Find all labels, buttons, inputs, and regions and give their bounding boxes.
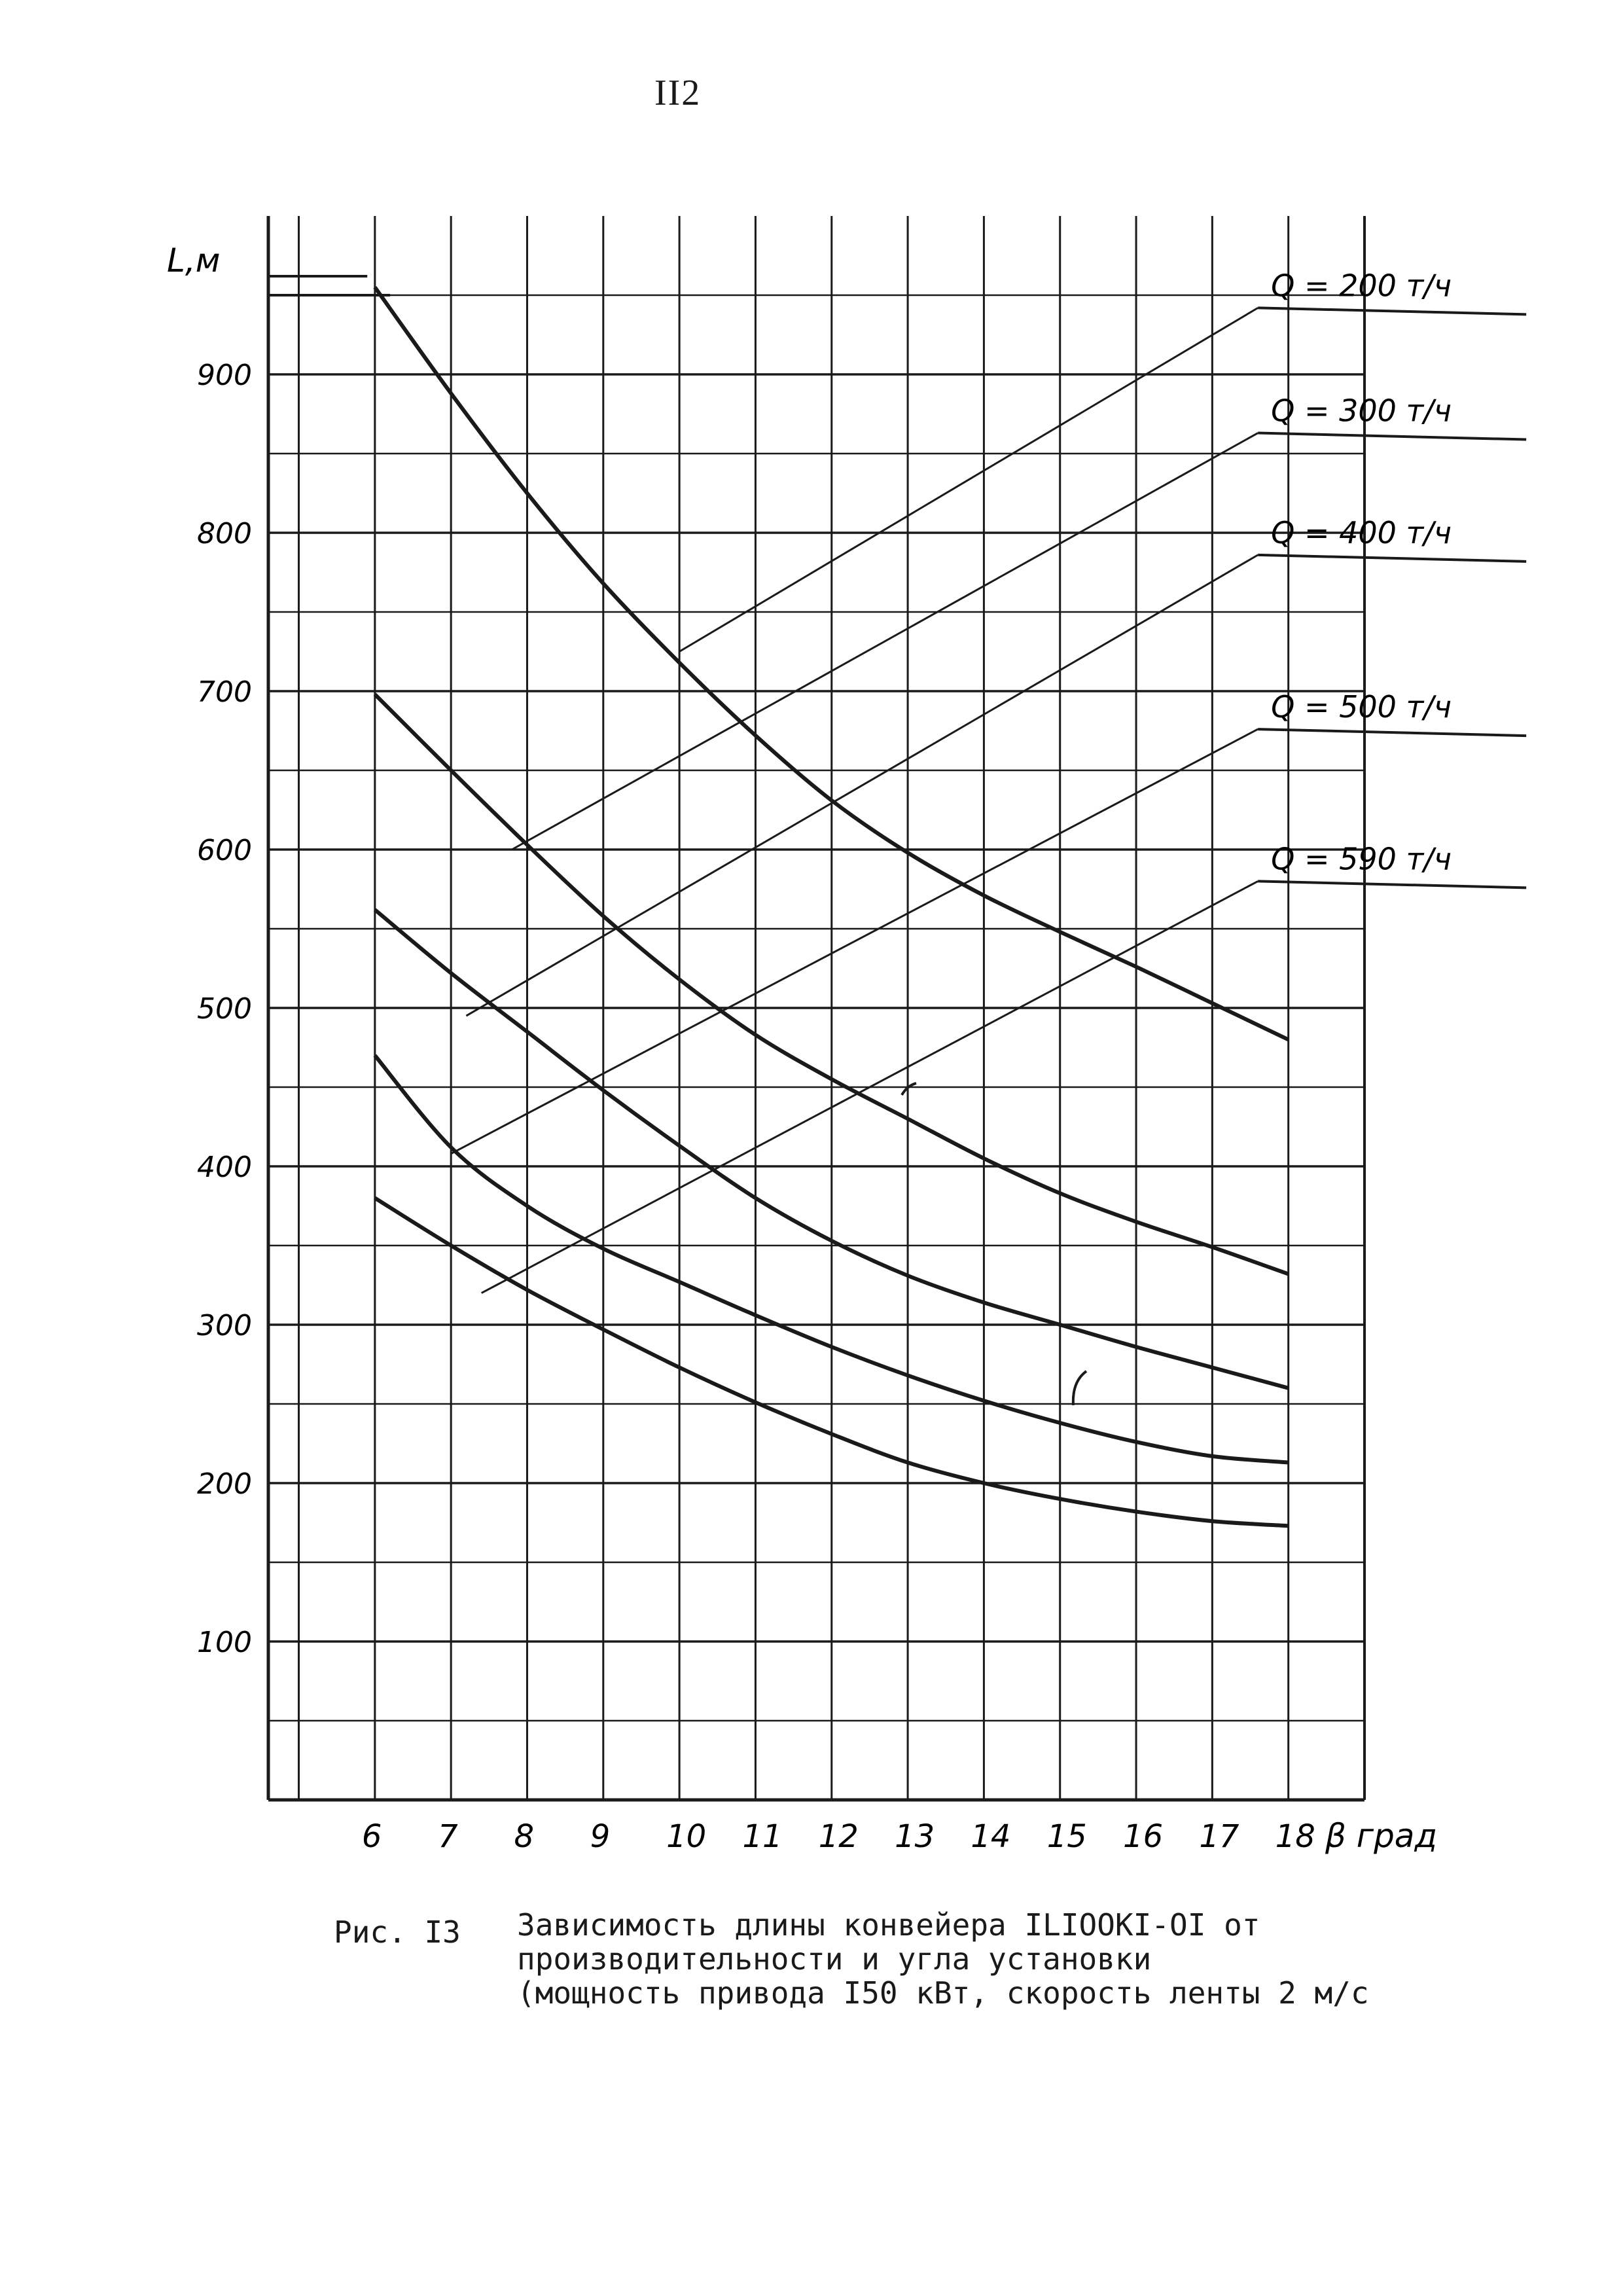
caption-line: производительности и угла установки <box>517 1941 1152 1977</box>
pencil-mark <box>902 1083 916 1095</box>
x-tick-label: 14 <box>971 1818 1011 1855</box>
series-label-underline <box>1258 433 1526 440</box>
series-leader-line <box>679 308 1258 651</box>
y-tick-label: 400 <box>197 1151 252 1184</box>
x-tick-label: 9 <box>590 1818 611 1855</box>
x-tick-label: 6 <box>361 1818 382 1855</box>
series-label: Q = 400 т/ч <box>1271 514 1452 550</box>
reference-lines <box>268 276 390 295</box>
x-tick-labels <box>362 1818 1315 1855</box>
x-tick-label: 7 <box>438 1818 458 1855</box>
series-label-underline <box>1258 308 1526 314</box>
y-tick-label: 200 <box>197 1467 252 1501</box>
x-axis-label: β град <box>1325 1817 1438 1855</box>
y-tick-label: 800 <box>197 517 252 550</box>
y-tick-label: 300 <box>197 1309 252 1342</box>
y-tick-label: 500 <box>197 992 252 1026</box>
x-tick-label: 17 <box>1199 1818 1240 1855</box>
y-tick-label: 100 <box>197 1626 252 1659</box>
series-label: Q = 500 т/ч <box>1271 689 1452 725</box>
x-tick-label: 12 <box>818 1818 859 1855</box>
y-axis-label: L,м <box>167 242 221 279</box>
series-label: Q = 590 т/ч <box>1271 841 1452 877</box>
x-tick-label: 18 <box>1275 1818 1315 1855</box>
y-tick-labels <box>197 359 252 1659</box>
series-labels <box>1271 268 1452 876</box>
caption-line: Зависимость длины конвейера ILIOOKI-OI от <box>517 1907 1260 1943</box>
page-number: II2 <box>654 73 702 113</box>
y-tick-label: 600 <box>197 834 252 867</box>
series-label: Q = 300 т/ч <box>1271 393 1452 429</box>
series-label-underline <box>1258 881 1526 888</box>
series-label: Q = 200 т/ч <box>1271 268 1452 304</box>
y-tick-label: 900 <box>197 359 252 392</box>
chart-grid <box>268 216 1364 1800</box>
figure-number: Рис. I3 <box>334 1914 461 1950</box>
x-tick-label: 10 <box>666 1818 707 1855</box>
pencil-mark <box>1073 1371 1086 1405</box>
x-tick-label: 8 <box>514 1818 535 1855</box>
x-tick-label: 13 <box>895 1818 935 1855</box>
series-leader-line <box>466 555 1258 1016</box>
series-label-underline <box>1258 555 1526 562</box>
y-tick-label: 700 <box>197 675 252 709</box>
x-tick-label: 16 <box>1123 1818 1164 1855</box>
x-tick-label: 15 <box>1046 1818 1087 1855</box>
series-label-underline <box>1258 729 1526 736</box>
caption-line: (мощность привода I50 кВт, скорость ленты 2 м/с <box>517 1975 1369 2011</box>
x-tick-label: 11 <box>742 1818 783 1855</box>
figure-caption <box>517 1908 1499 2010</box>
